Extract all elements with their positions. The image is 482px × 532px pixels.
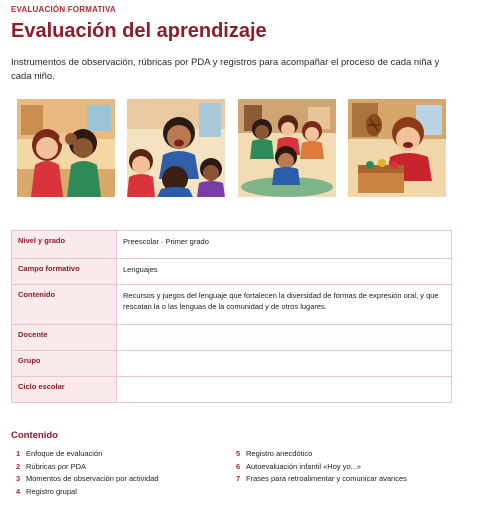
list-item[interactable] — [16, 473, 236, 486]
eyebrow-label: EVALUACIÓN FORMATIVA — [11, 5, 116, 14]
grupo-field[interactable] — [117, 351, 452, 377]
row-value: Lenguajes — [117, 259, 452, 285]
ciclo-escolar-field[interactable] — [117, 377, 452, 403]
row-value: Recursos y juegos del lenguaje que fortalecen la diversidad de formas de expresión oral, y que rescatan la o las lenguas de la comunidad y de otros lugares. — [117, 285, 452, 325]
item-number: 3 — [16, 474, 21, 483]
contents-title: Contenido — [11, 430, 58, 441]
page-title: Evaluación del aprendizaje — [11, 20, 267, 42]
item-label: Autoevaluación infantil «Hoy yo...» — [246, 461, 362, 471]
row-label: Docente — [12, 325, 117, 351]
item-label: Registro anecdótico — [246, 449, 313, 458]
children-laughing-illustration — [127, 99, 225, 197]
docente-field[interactable] — [117, 325, 452, 351]
info-table — [11, 230, 452, 403]
table-row — [12, 377, 452, 403]
children-high-five-illustration — [17, 99, 115, 197]
table-row — [12, 325, 452, 351]
table-row — [12, 285, 452, 325]
table-row — [12, 259, 452, 285]
row-label: Campo formativo — [12, 259, 117, 285]
item-label: Rúbricas por PDA — [26, 461, 87, 471]
item-number: 2 — [16, 461, 21, 471]
illustration-strip — [17, 99, 457, 197]
row-value: Preescolar · Primer grado — [117, 231, 452, 259]
list-item[interactable] — [16, 448, 236, 461]
contents-list-left — [16, 448, 236, 498]
item-number: 5 — [236, 449, 241, 458]
table-row — [12, 231, 452, 259]
list-item[interactable] — [236, 461, 456, 474]
page-subtitle: Instrumentos de observación, rúbricas por PDA y registros para acompañar el proceso de cada niña y cada niño. — [11, 57, 440, 82]
contents-list-right — [236, 448, 456, 486]
item-label: Registro grupal — [26, 486, 77, 496]
list-item[interactable] — [16, 486, 236, 499]
row-label: Contenido — [12, 285, 117, 325]
child-with-treasure-box-illustration — [348, 99, 446, 197]
item-label: Momentos de observación por actividad — [26, 474, 159, 483]
item-label: Frases para retroalimentar y comunicar avances — [246, 474, 407, 483]
children-group-hug-illustration — [238, 99, 336, 197]
item-number: 1 — [16, 449, 21, 458]
item-number: 4 — [16, 486, 21, 496]
row-label: Ciclo escolar — [12, 377, 117, 403]
item-number: 7 — [236, 474, 241, 483]
item-number: 6 — [236, 461, 241, 471]
list-item[interactable] — [236, 473, 456, 486]
row-label: Grupo — [12, 351, 117, 377]
table-row — [12, 351, 452, 377]
item-label: Enfoque de evaluación — [26, 449, 103, 458]
list-item[interactable] — [16, 461, 236, 474]
row-label: Nivel y grado — [12, 231, 117, 259]
list-item[interactable] — [236, 448, 456, 461]
